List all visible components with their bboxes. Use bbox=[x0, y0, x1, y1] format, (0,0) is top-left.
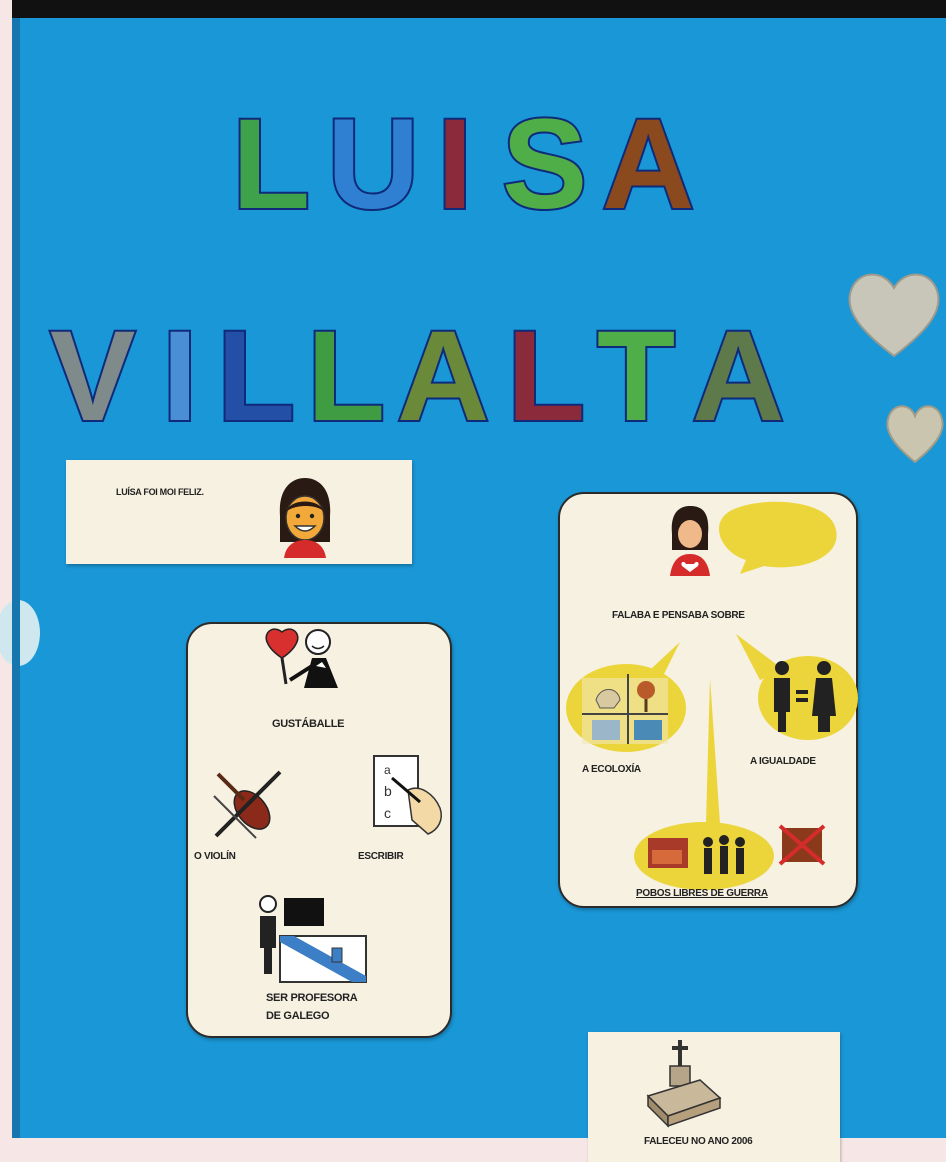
title-letter: L bbox=[232, 93, 311, 236]
likes-heading: GUSTÁBALLE bbox=[272, 718, 345, 730]
title-letter: I bbox=[162, 305, 198, 448]
svg-text:c: c bbox=[384, 805, 391, 821]
svg-text:a: a bbox=[384, 763, 391, 777]
writing-hand-icon bbox=[368, 750, 448, 842]
equality-label: A IGUALDADE bbox=[750, 756, 816, 767]
person-with-heart-icon bbox=[262, 626, 346, 696]
card-death bbox=[588, 1032, 840, 1162]
card-thoughts bbox=[558, 492, 858, 908]
teacher-label-1: SER PROFESORA bbox=[266, 992, 358, 1004]
title-lettering bbox=[12, 18, 946, 448]
poster-edge bbox=[12, 18, 20, 1138]
death-label: FALECEU NO ANO 2006 bbox=[644, 1136, 753, 1147]
silver-heart-icon bbox=[844, 266, 944, 362]
poster-board bbox=[12, 18, 946, 1147]
happy-girl-icon bbox=[272, 476, 338, 558]
violin-label: O VIOLÍN bbox=[194, 851, 236, 862]
title-letter: U bbox=[327, 93, 420, 236]
title-letter: L bbox=[507, 305, 586, 448]
paper-notch bbox=[0, 600, 40, 666]
card-happy-text: LUÍSA FOI MOI FELIZ. bbox=[116, 487, 204, 497]
title-letter: L bbox=[217, 305, 296, 448]
title-letter: A bbox=[397, 305, 490, 448]
peace-label: POBOS LIBRES DE GUERRA bbox=[636, 888, 768, 899]
title-letter: A bbox=[602, 93, 695, 236]
title-letter: V bbox=[50, 305, 136, 448]
tomb-icon bbox=[644, 1036, 724, 1128]
card-happy bbox=[66, 460, 412, 564]
title-letter: I bbox=[437, 93, 473, 236]
silver-heart-icon bbox=[884, 400, 946, 466]
title-letter: T bbox=[597, 305, 676, 448]
speech-bubbles-graphic bbox=[560, 494, 856, 906]
dark-top-edge bbox=[12, 0, 946, 18]
teacher-label-2: DE GALEGO bbox=[266, 1010, 330, 1022]
svg-text:b: b bbox=[384, 783, 392, 799]
crossed-violin-icon bbox=[210, 766, 286, 842]
title-letter: L bbox=[307, 305, 386, 448]
title-letter: S bbox=[502, 93, 588, 236]
title-letter: A bbox=[692, 305, 785, 448]
thoughts-heading: FALABA E PENSABA SOBRE bbox=[612, 610, 745, 621]
ecology-label: A ECOLOXÍA bbox=[582, 764, 641, 775]
teacher-flag-icon bbox=[254, 892, 374, 984]
writing-label: ESCRIBIR bbox=[358, 851, 404, 862]
card-likes bbox=[186, 622, 452, 1038]
